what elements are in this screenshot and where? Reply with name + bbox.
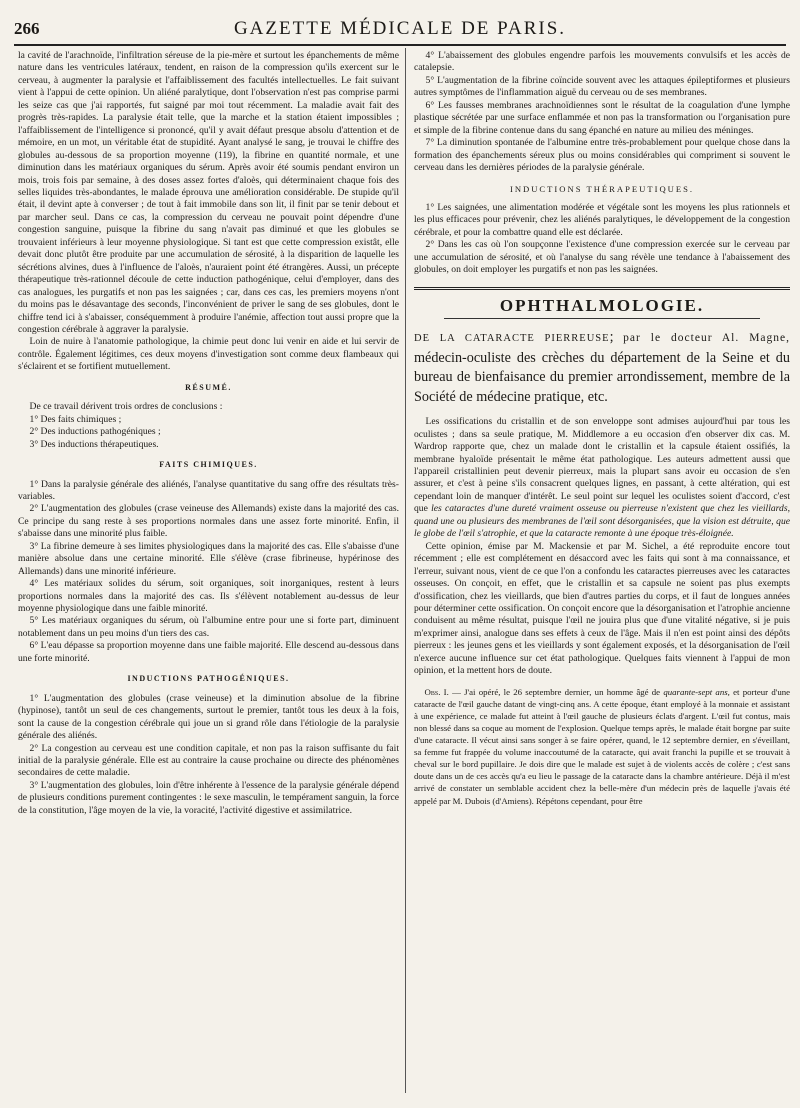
list-item: 4° L'abaissement des globules engendre parfois les mouvements convulsifs et les accès de catalepsie.: [414, 50, 790, 74]
list-item: 5° Les matériaux organiques du sérum, où l'albumine entre pour une si forte part, diminuent notablement dans un peu moins d'un tiers des cas.: [18, 615, 399, 639]
article-author: par le docteur Al. Magne,: [623, 332, 790, 345]
list-item: 2° Des inductions pathogéniques ;: [29, 426, 161, 438]
body-paragraph: [414, 416, 790, 541]
list-item: 6° L'eau dépasse sa proportion moyenne dans une faible majorité. Elle descend au-dessous dans une forte minorité.: [18, 640, 399, 664]
list-item: 1° Les saignées, une alimentation modérée et végétale sont les moyens les plus rationnels et les plus efficaces pour prévenir, chez les aliénés paralytiques, le développement de la congestion cérébrale, et pour la combattre quand elle est déclarée.: [414, 201, 790, 238]
page-header: [14, 16, 786, 42]
list-item: 3° L'augmentation des globules, loin d'être inhérente à l'essence de la paralysie générale dépend de plusieurs conditions purement contingentes : le sexe masculin, le tempérament sanguin, la force de la constitution, l'âge moyen de la vie, la voracité, l'activité digestive et assimilatrice.: [18, 779, 399, 816]
paragraph-text: Les ossifications du cristallin et de son enveloppe sont admises aujourd'hui par tous les oculistes ; dans sa seule pratique, M. Middlemore a eu occasion d'en observer dix cas. M. Wardrop rapporte que, chez un malade dont le cristallin et la capsule étaient ossifiés, la membrane hyaloïde présentait le même état pathologique. Les auteurs admettent aussi que l'appareil cristallinien peut devenir pierreux, mais la plupart sans avoir eu occasion de s'en assurer, et c'est à peine s'ils consacrent quelques lignes, en passant, à cette altération, qui est cependant loin de manquer d'intérêt. Le seul point sur lequel les oculistes soient d'accord, c'est que: [414, 416, 790, 515]
observation-text: — J'ai opéré, le 26 septembre dernier, un homme âgé de: [452, 686, 661, 697]
observation-text: et porteur d'une cataracte de l'œil gauche datant de vingt-cinq ans. A cette époque, étant employé à la monnaie et assistant à une expérience, ce malade fut atteint à l'œil gauche de plusieurs éclats d'argent. L'œil fut contus, mais non blessé dans sa coque au moment de l'explosion. Quelque temps après, le malade était borgne par suite d'une cataracte. Il vécut ainsi sans songer à se faire opérer, quand, le 12 septembre dernier, en s'éveillant, sa femme fut frappée du volume inaccoutumé de la cataracte, qui avait franchi la pupille et se trouvait à cheval sur le bord pupillaire. Je dois dire que le malade est sujet à de violents accès de colère ; c'est sans doute dans un de ces accès qu'a eu lieu le passage de la cataracte dans la chambre antérieure. Déjà il m'est arrivé de constater un semblable accident chez la belle-mère d'un médecin près de laquelle j'avais été appelé par M. Dubois (d'Amiens). Répétons cependant, pour être: [414, 686, 790, 806]
resume-intro: De ce travail dérivent trois ordres de conclusions :: [29, 401, 223, 413]
list-item: 3° Des inductions thérapeutiques.: [29, 438, 159, 450]
body-paragraph: Loin de nuire à l'anatomie pathologique, la chimie peut donc lui venir en aide et lui servir de contrôle. Également légitimes, ces deux moyens d'investigation sont comme deux flambeaux qui s'éclairent et se fortifient mutuellement.: [18, 336, 399, 373]
list-item: 6° Les fausses membranes arachnoïdiennes sont le résultat de la coagulation d'une lymphe plastique sécrétée par une surface enflammée et non pas la transformation ou l'organisation pure et simple de la fibrine contenue dans du sang épanché en nature au milieu des méninges.: [414, 99, 790, 136]
section-separator: [414, 287, 790, 290]
list-item: 2° Dans les cas où l'on soupçonne l'existence d'une compression exercée sur le cerveau par une accumulation de sérosité, et où l'analyse du sang révèle une tendance à l'abaissement des globules, on doit employer les purgatifs et non pas les saignées.: [414, 239, 790, 276]
italic-quote: les cataractes d'une dureté vraiment osseuse ou pierreuse n'existent que chez les vieillards, quand une ou plusieurs des membranes de l'œil sont désorganisées, que la vision est détruite, que le globe de l'œil s'atrophie, et que la cataracte remonte à une époque très-éloignée.: [414, 503, 790, 540]
section-title: OPHTHALMOLOGIE.: [444, 300, 760, 319]
inductions-therapeutiques-heading: INDUCTIONS THÉRAPEUTIQUES.: [509, 183, 695, 194]
header-rule: [14, 44, 786, 46]
list-item: 4° Les matériaux solides du sérum, soit organiques, soit inorganiques, restent à leurs proportions normales dans la majorité des cas. Ils s'élèvent notablement au-dessus de leur moyenne physiologique dans une faible minorité.: [18, 578, 399, 615]
list-item: 5° L'augmentation de la fibrine coïncide souvent avec les attaques épileptiformes et plusieurs autres symptômes de l'inflammation aiguë du cerveau ou de ses membranes.: [414, 74, 790, 99]
list-item: 1° Des faits chimiques ;: [29, 413, 122, 425]
observation-paragraph: [414, 686, 790, 807]
author-credentials: médecin-oculiste des crèches du département de la Seine et du bureau de bienfaisance du premier arrondissement, membre de la Société de médecine pratique, etc.: [414, 349, 790, 405]
list-item: 1° L'augmentation des globules (crase veineuse) et la diminution absolue de la fibrine (hypinose), tantôt un seul de ces changements, surtout le premier, tantôt tous les deux à la fois, sont la cause de la congestion cérébrale qui joue un si grand rôle dans l'étiologie de la paralysie générale des aliénés.: [18, 692, 399, 742]
article-title: DE LA CATARACTE PIERREUSE: [414, 333, 610, 345]
inductions-pathogeniques-heading: INDUCTIONS PATHOGÉNIQUES.: [127, 674, 290, 684]
left-column: [18, 50, 399, 1090]
observation-label: Obs. I.: [424, 686, 449, 697]
observation-italic: quarante-sept ans,: [663, 686, 730, 697]
right-column: [414, 50, 790, 1090]
list-item: 3° La fibrine demeure à ses limites physiologiques dans la majorité des cas. Elle s'abaisse d'une manière absolue dans une certaine minorité. Elle s'élève (crase fibrineuse, hypérinose des Allemands) dans une minorité inférieure.: [18, 540, 399, 577]
journal-title: GAZETTE MÉDICALE DE PARIS.: [233, 18, 567, 39]
body-paragraph: la cavité de l'arachnoïde, l'infiltration séreuse de la pie-mère et surtout les épanchements de même nature dans les ventricules latéraux, tendent, en raison de la compression qu'ils exercent sur le cerveau, à augmenter la paralysie et l'affaiblissement des facultés intellectuelles. Le fait suivant vient à l'appui de cette opinion. Un aliéné paralytique, dont l'observation n'est pas comprise parmi les seize cas que j'ai rapportés, fut saigné par moi tout récemment. La maladie avait fait des progrès très-rapides. La paralysie était telle, que la marche et la station étaient impossibles ; l'affaiblissement de l'intelligence si prononcé, qu'il y avait défaut presque absolu d'attention et de mémoire, en un mot, un véritable état de stupidité. Ayant analysé le sang, je trouvai le chiffre des globules au-dessous de sa proportion moyenne (119), la fibrine en quantité normale, et une diminution dans les matériaux organiques du sérum. Après avoir été soumis pendant environ un mois, trois fois par semaine, à des doses assez fortes d'aloès, qui déterminaient chaque fois des selles liquides très-abondantes, le malade éprouva une amélioration considérable. De stupide qu'il était, il devint apte à converser ; de tout à fait immobile dans son lit, il finit par se tenir debout et par marcher seul. Dans ce cas, la compression du cerveau ne pouvait point dépendre d'une congestion sanguine, puisque la fibrine du sang n'avait pas diminué et que les globules se trouvaient inférieurs à leur moyenne physiologique. Si tant est que cette compression existât, elle devait donc plutôt être produite par une accumulation de sérosité, à la disparition de laquelle les sécrétions alvines, dues à l'influence de l'aloès, n'auraient point été étrangères. Aussi, un précepte thérapeutique très-rationnel découle de cette induction pathogénique, celui d'employer, dans des cas analogues, les purgatifs et non pas les saignées ; car, dans ces cas, les premiers moyens n'ont du moins pas le désavantage des seconds, l'inconvénient de priver le sang de ses globules, dont le chiffre tend ici à s'abaisser, conséquemment à produire l'anémie, affection tout aussi propre que la congestion cérébrale à aggraver la paralysie.: [18, 50, 399, 335]
article-heading: DE LA CATARACTE PIERREUSE; par le docteur Al. Magne, médecin-oculiste des crèches du département de la Seine et du bureau de bienfaisance du premier arrondissement, membre de la Société de médecine pratique, etc.: [414, 329, 790, 405]
faits-chimiques-heading: FAITS CHIMIQUES.: [159, 460, 258, 470]
resume-heading: RÉSUMÉ.: [185, 382, 232, 392]
list-item: 7° La diminution spontanée de l'albumine entre très-probablement pour quelque chose dans la formation des épanchements séreux plus ou moins considérables qui compriment si souvent le cerveau dans les dernières périodes de la paralysie générale.: [414, 137, 790, 174]
page-number: 266: [14, 19, 40, 38]
list-item: 2° L'augmentation des globules (crase veineuse des Allemands) existe dans la majorité des cas. Ce principe du sang reste à ses proportions normales dans une assez forte minorité. Enfin, il s'abaisse dans une minorité plus faible.: [18, 503, 399, 540]
body-paragraph: Cette opinion, émise par M. Mackensie et par M. Sichel, a été reproduite encore tout récemment ; elle est complétement en désaccord avec les faits qui sont à ma connaissance, et l'erreur, suivant nous, vient de ce que l'on a confondu les cataractes pierreuses avec les cataractes osseuses. On conçoit, en effet, que le cristallin et sa capsule ne soient pas plus exempts d'ossification, chez les vieillards, que bien d'autres parties du corps, et il faut de longues années pour déterminer cette ossification. On conçoit encore que la désorganisation et l'atrophie ancienne conduisent au même résultat, puisque l'œil ne jouira plus que d'une vitalité négative, si je puis m'exprimer ainsi, analogue dans ses effets à ceux de l'âge. Mais il n'en est point ainsi des dépôts pierreux : les jeunes gens et les vieillards y sont également exposés, et la désorganisation de l'œil n'exerce aucune influence sur cet état pathologique. Quelques faits viennent à l'appui de mon opinion, et la mettent hors de doute.: [414, 540, 790, 677]
column-divider: [405, 48, 406, 1093]
observation-block: [414, 686, 790, 807]
list-item: 1° Dans la paralysie générale des aliénés, l'analyse quantitative du sang offre des résultats très-variables.: [18, 478, 399, 502]
list-item: 2° La congestion au cerveau est une condition capitale, et non pas la raison suffisante du fait initial de la paralysie générale. Elle est au contraire la cause prochaine ou directe des phénomènes secondaires de cette maladie.: [18, 742, 399, 779]
